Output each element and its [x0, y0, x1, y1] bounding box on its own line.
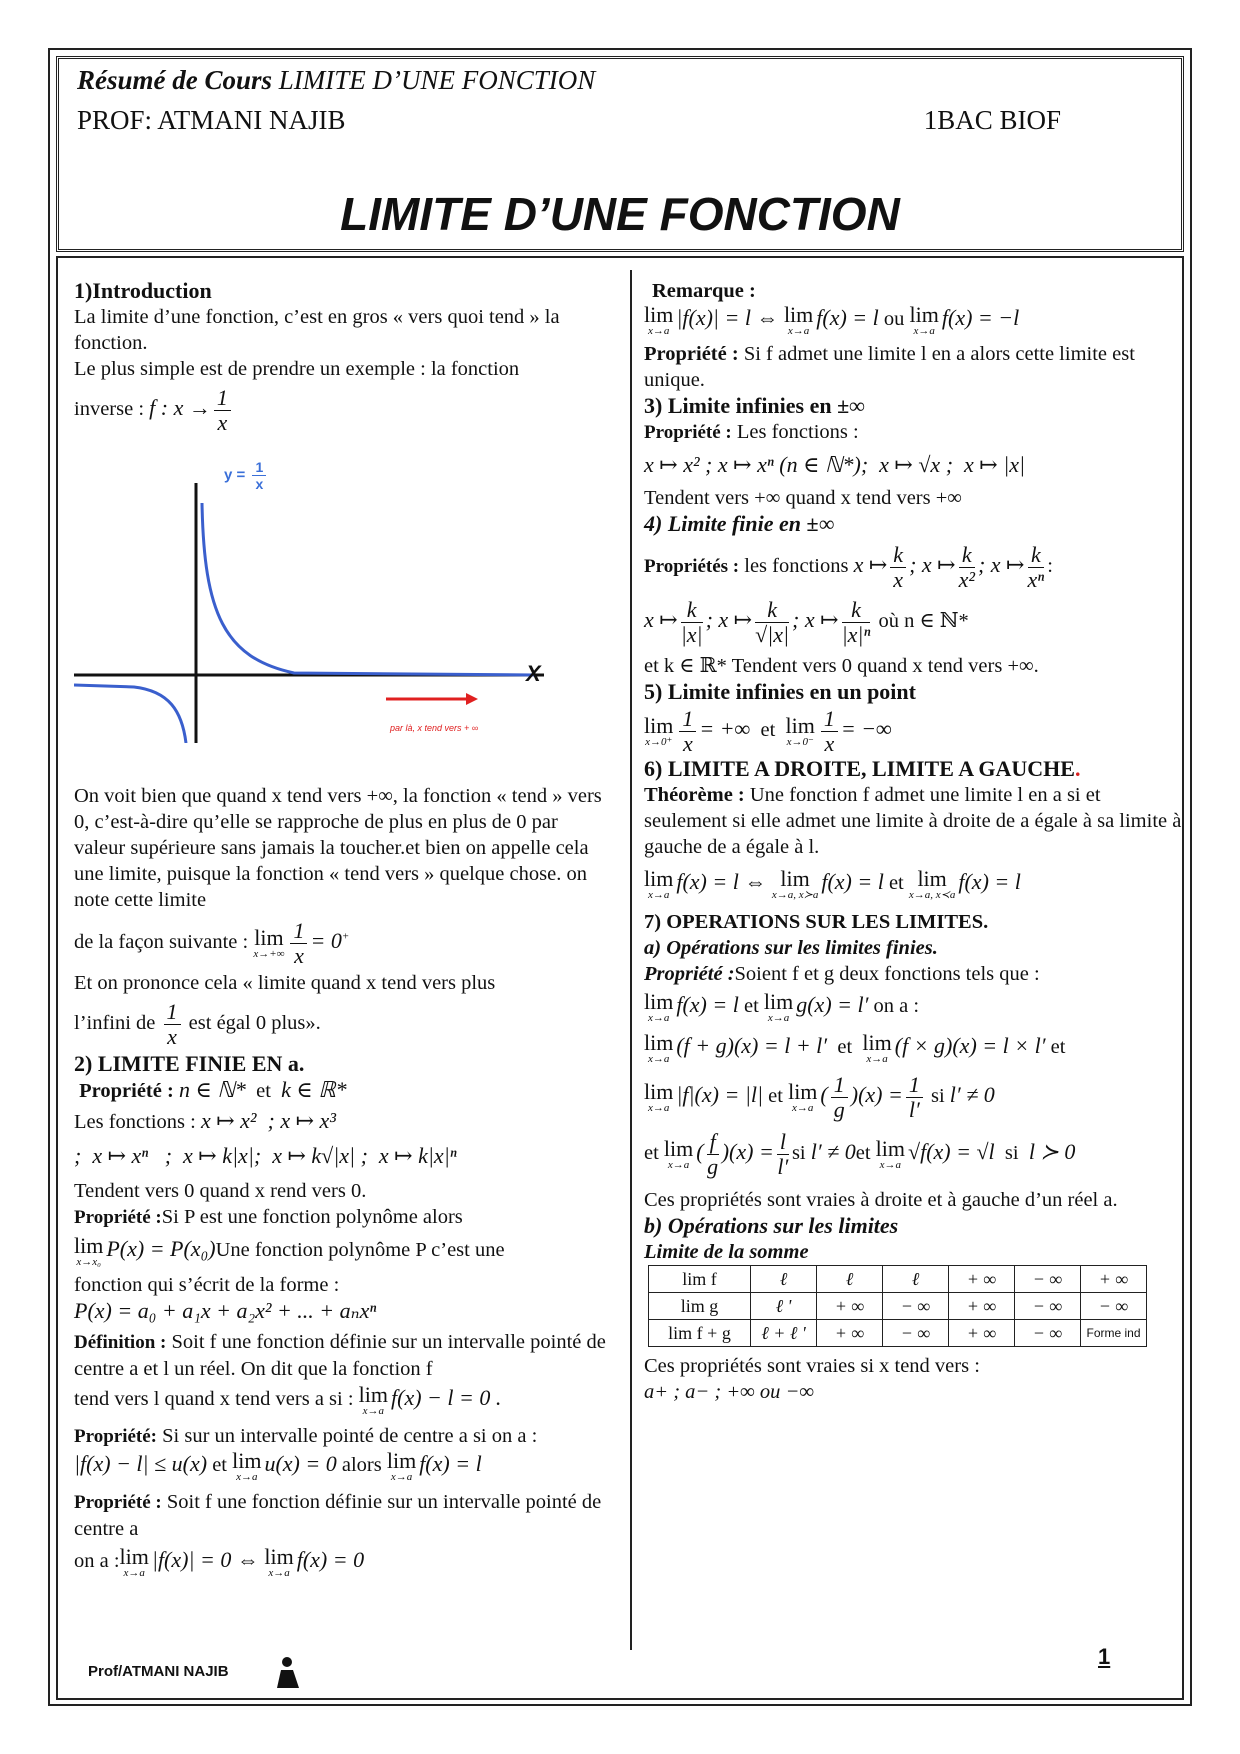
section-1-title: 1)Introduction [74, 278, 212, 303]
table-cell: ℓ ' [751, 1293, 817, 1320]
table-cell: lim f [649, 1266, 751, 1293]
table-cell: − ∞ [1015, 1320, 1081, 1347]
table-cell: ℓ [883, 1266, 949, 1293]
table-cell: − ∞ [1015, 1293, 1081, 1320]
table-cell: − ∞ [1015, 1266, 1081, 1293]
paragraph: Tendent vers 0 quand x rend vers 0. [74, 1180, 367, 1202]
table-cell: Forme ind [1081, 1320, 1147, 1347]
graph-label: y = $\frac{1}{x}$ [224, 459, 269, 492]
left-column: 1)Introduction La limite d’une fonction, c’est en gros « vers quoi tend » la fonction. Le plus simple est de prendre un exemple : la fonction inverse : f : x → $\frac{1}{x}$ y = $\frac{1}{x}$ X par là, x tend vers + ∞ On voit bien que quand x tend vers +∞, la fonction « tend » vers 0, c’est-à-dire qu’elle se rapproche de plus en plus de 0 par valeur supérieure sans jamais la toucher.et bien on appelle cela une limite, puisque la fonction « tend vers » quelque chose. on note cette limite de la façon suivante : lim x→+∞ $\frac{1}{x}$ = 0+ Et on prononce cela « limite quand x tend vers plus l’infini de $\frac{1}{x}$ est égal 0 plus». 2) LIMITE FINIE EN a. Propriété : n ∈ ℕ* et k ∈ ℝ* Les fonctions : x ↦ x² ; x ↦ x³ ; x ↦ xⁿ ; x ↦ k|x|; x ↦ k√|x| ; x ↦ k|x|ⁿ Tendent vers 0 quand x rend vers 0. Propriété :Si P est une fonction polynôme alors lim x→x₀ P(x) = P(x₀)Une fonction polynôme P c’est une fonction qui s’écrit de la forme : P(x) = a₀ + a₁x + a₂x² + ... + aₙxⁿ Définition : Soit f une fonction définie sur un intervalle pointé de centre a et l un réel. On dit que la fonction f tend vers l quand x tend vers a si : lim x→a f(x) − l = 0 . Propriété: Si sur un intervalle pointé de centre a si on a : |f(x) − l| ≤ u(x) et lim x→a u(x) = 0 alors lim x→a f(x) = l Propriété : Soit f une fonction définie sur un intervalle pointé de centre a on a : lim x→a |f(x)| = 0 ⇔ lim x→a f(x) = 0 [74, 278, 614, 1579]
table-cell: + ∞ [949, 1320, 1015, 1347]
table-cell: + ∞ [949, 1293, 1015, 1320]
paragraph: Et on prononce cela « limite quand x tend vers plus [74, 972, 496, 994]
course-title: Résumé de Cours LIMITE D’UNE FONCTION [77, 65, 596, 95]
page-number: 1 [1098, 1644, 1111, 1669]
curve-positive [202, 503, 534, 675]
section-6-title: 6) LIMITE A DROITE, LIMITE A GAUCHE. [644, 756, 1081, 781]
section-5-title: 5) Limite infinies en un point [644, 679, 916, 704]
table-cell: ℓ [751, 1266, 817, 1293]
table-cell: lim f + g [649, 1320, 751, 1347]
logo-icon [269, 1654, 305, 1690]
curve-negative [74, 685, 186, 743]
section-7-title: 7) OPERATIONS SUR LES LIMITES. [644, 911, 989, 933]
table-cell: ℓ + ℓ ' [751, 1320, 817, 1347]
table-cell: + ∞ [949, 1266, 1015, 1293]
section-4-title: 4) Limite finie en ±∞ [644, 511, 835, 536]
table-row [649, 1320, 1147, 1347]
header-box [56, 56, 1184, 252]
paragraph: Le plus simple est de prendre un exemple : la fonction [74, 358, 520, 380]
table-cell: − ∞ [883, 1320, 949, 1347]
footer-author: Prof/ATMANI NAJIB [88, 1654, 305, 1690]
remark-label: Remarque : [652, 280, 756, 302]
sum-limits-table [648, 1265, 1147, 1347]
table-cell: ℓ [817, 1266, 883, 1293]
table-cell: + ∞ [1081, 1266, 1147, 1293]
level: 1BAC BIOF [923, 105, 1061, 135]
paragraph: On voit bien que quand x tend vers +∞, la fonction « tend » vers 0, c’est-à-dire qu’elle se rapproche de plus en plus de 0 par valeur supérieure sans jamais la toucher.et bien on appelle cela une limite, puisque la fonction « tend vers » quelque chose. on note cette limite [74, 785, 602, 911]
table-row [649, 1293, 1147, 1320]
arrow-caption: par là, x tend vers + ∞ [390, 723, 479, 733]
table-cell: + ∞ [817, 1293, 883, 1320]
right-column: Remarque : lim x→a |f(x)| = l ⇔ lim x→a f(x) = l ou lim x→a f(x) = −l Propriété : Si f admet une limite l en a alors cette limite est unique. 3) Limite infinies en ±∞ Propriété : Les fonctions : x ↦ x² ; x ↦ xⁿ (n ∈ ℕ*); x ↦ √x ; x ↦ |x| Tendent vers +∞ quand x tend vers +∞ 4) Limite finie en ±∞ Propriétés : les fonctions x ↦ $\frac{k}{x}$ ; x ↦ $\frac{k}{\text{x²}}$ ; x ↦ $\frac{k}{\text{xⁿ}}$ : x ↦ $\frac{k}{|x|}$ ; x ↦ $\frac{k}{√|x|}$ ; x ↦ $\frac{k}{\text{|x|ⁿ}}$ où n ∈ ℕ* et k ∈ ℝ* Tendent vers 0 quand x tend vers +∞. 5) Limite infinies en un point lim x→0⁺ $\frac{1}{x}$ = +∞ et lim x→0⁻ $\frac{1}{x}$ = −∞ 6) LIMITE A DROITE, LIMITE A GAUCHE. Théorème : Une fonction f admet une limite l en a si et seulement si elle admet une limite à droite de a égale à sa limite à gauche de a égale à l. lim x→a f(x) = l ⇔ lim x→a, x≻a f(x) = l et lim x→a, x≺a f(x) = l 7) OPERATIONS SUR LES LIMITES. a) Opérations sur les limites finies. Propriété :Soient f et g deux fonctions tels que : lim x→a f(x) = l et lim x→a g(x) = l′ on a : lim x→a (f + g)(x) = l + l′ et lim x→a (f × g)(x) = l × l′ et lim x→a |f|(x) = |l| et lim x→a ( $\frac{1}{g}$ )(x) = $\frac{1}{l'}$ si l′ ≠ 0 et lim x→a ( $\frac{f}{g}$ )(x) = $\frac{l}{l'}$ si l′ ≠ 0et lim x→a √f(x) = √l si l ≻ 0 Ces propriétés sont vraies à droite et à gauche d’un réel a. b) Opérations sur les limites Limite de la somme lim f ℓ ℓ ℓ + ∞ − ∞ + ∞ lim g ℓ ' + ∞ − ∞ + ∞ − ∞ − ∞ lim f + g ℓ + ℓ ' + ∞ − ∞ + ∞ − ∞ Forme ind Ces propriétés sont vraies si x tend vers : a+ ; a− ; +∞ ou −∞ [644, 278, 1184, 1405]
x-axis-label: X [526, 661, 541, 686]
table-cell: + ∞ [817, 1320, 883, 1347]
table-cell: − ∞ [1081, 1293, 1147, 1320]
page-title: LIMITE D’UNE FONCTION [340, 188, 900, 240]
section-2-title: 2) LIMITE FINIE EN a. [74, 1051, 305, 1076]
prof-name: PROF: ATMANI NAJIB [77, 105, 346, 135]
table-cell: lim g [649, 1293, 751, 1320]
section-3-title: 3) Limite infinies en ±∞ [644, 393, 865, 418]
column-divider [630, 270, 632, 1650]
paragraph: La limite d’une fonction, c’est en gros « vers quoi tend » la fonction. [74, 306, 560, 354]
inverse-function-graph [74, 443, 614, 743]
table-cell: − ∞ [883, 1293, 949, 1320]
table-row [649, 1266, 1147, 1293]
